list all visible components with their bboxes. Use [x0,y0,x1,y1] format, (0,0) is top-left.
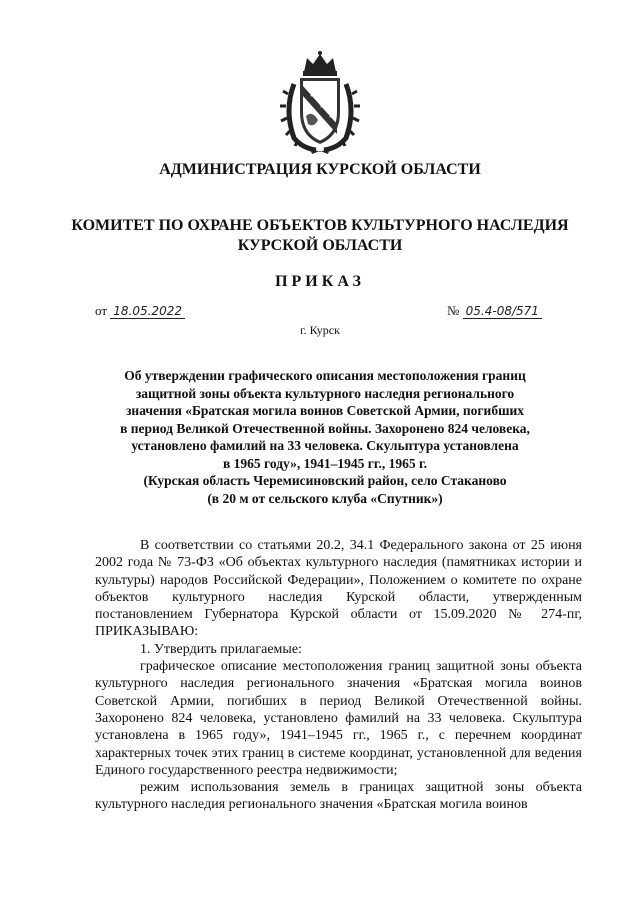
order-number [447,303,542,319]
title-line: (в 20 м от сельского клуба «Спутник») [207,490,443,506]
order-title [95,367,555,507]
number-value: 05.4-08/571 [463,304,542,319]
title-line: в 1965 году», 1941–1945 гг., 1965 г. [223,455,427,471]
order-word: ПРИКАЗ [275,273,365,290]
body-paragraph: 1. Утвердить прилагаемые: [140,641,302,657]
number-prefix: № [447,303,460,318]
committee-title [40,216,600,256]
city-label: г. Курск [300,323,340,337]
date-value: 18.05.2022 [110,304,185,319]
body-paragraph: В соответствии со статьями 20.2, 34.1 Федерального закона от 25 июня 2002 года № 73-ФЗ «Об объектах культурного наследия (памятниках истории и культуры) народов Российской Федерации», Положением о комитете по охране объектов культурного наследия Курской области, утвержденным постановлением Губернатора Курской области от 15.09.2020 № 274-пг, ПРИКАЗЫВАЮ: [95,538,582,640]
title-line: Об утверждении графического описания местоположения границ [124,368,526,383]
body-paragraph: графическое описание местоположения границ защитной зоны объекта культурного наследия регионального значения «Братская могила воинов Советской Армии, погибших в период Великой Отечественной войны. Захоронено 824 человека, установлено фамилий на 33 человека. Скульптура установлена в 1965 году», 1941–1945 гг., 1965 г., с перечнем координат характерных точек этих границ в системе координат, установленной для ведения Единого государственного реестра недвижимости; [95,659,582,778]
title-line: значения «Братская могила воинов Советской Армии, погибших [126,403,524,418]
order-body [95,537,582,814]
date-prefix: от [95,303,108,318]
title-line: защитной зоны объекта культурного наследия регионального [135,385,515,401]
title-line: в период Великой Отечественной войны. Захоронено 824 человека, [120,420,530,436]
order-date [95,303,185,319]
administration-title: АДМИНИСТРАЦИЯ КУРСКОЙ ОБЛАСТИ [159,161,481,178]
committee-title-line: КУРСКОЙ ОБЛАСТИ [237,237,403,254]
title-line: (Курская область Черемисиновский район, село Стаканово [143,473,507,488]
coat-of-arms-icon [280,50,360,154]
body-paragraph: режим использования земель в границах защитной зоны объекта культурного наследия регионального значения «Братская могила воинов [95,780,582,813]
title-line: установлено фамилий на 33 человека. Скульптура установлена [131,438,519,453]
committee-title-line: КОМИТЕТ ПО ОХРАНЕ ОБЪЕКТОВ КУЛЬТУРНОГО НАСЛЕДИЯ [71,217,569,234]
